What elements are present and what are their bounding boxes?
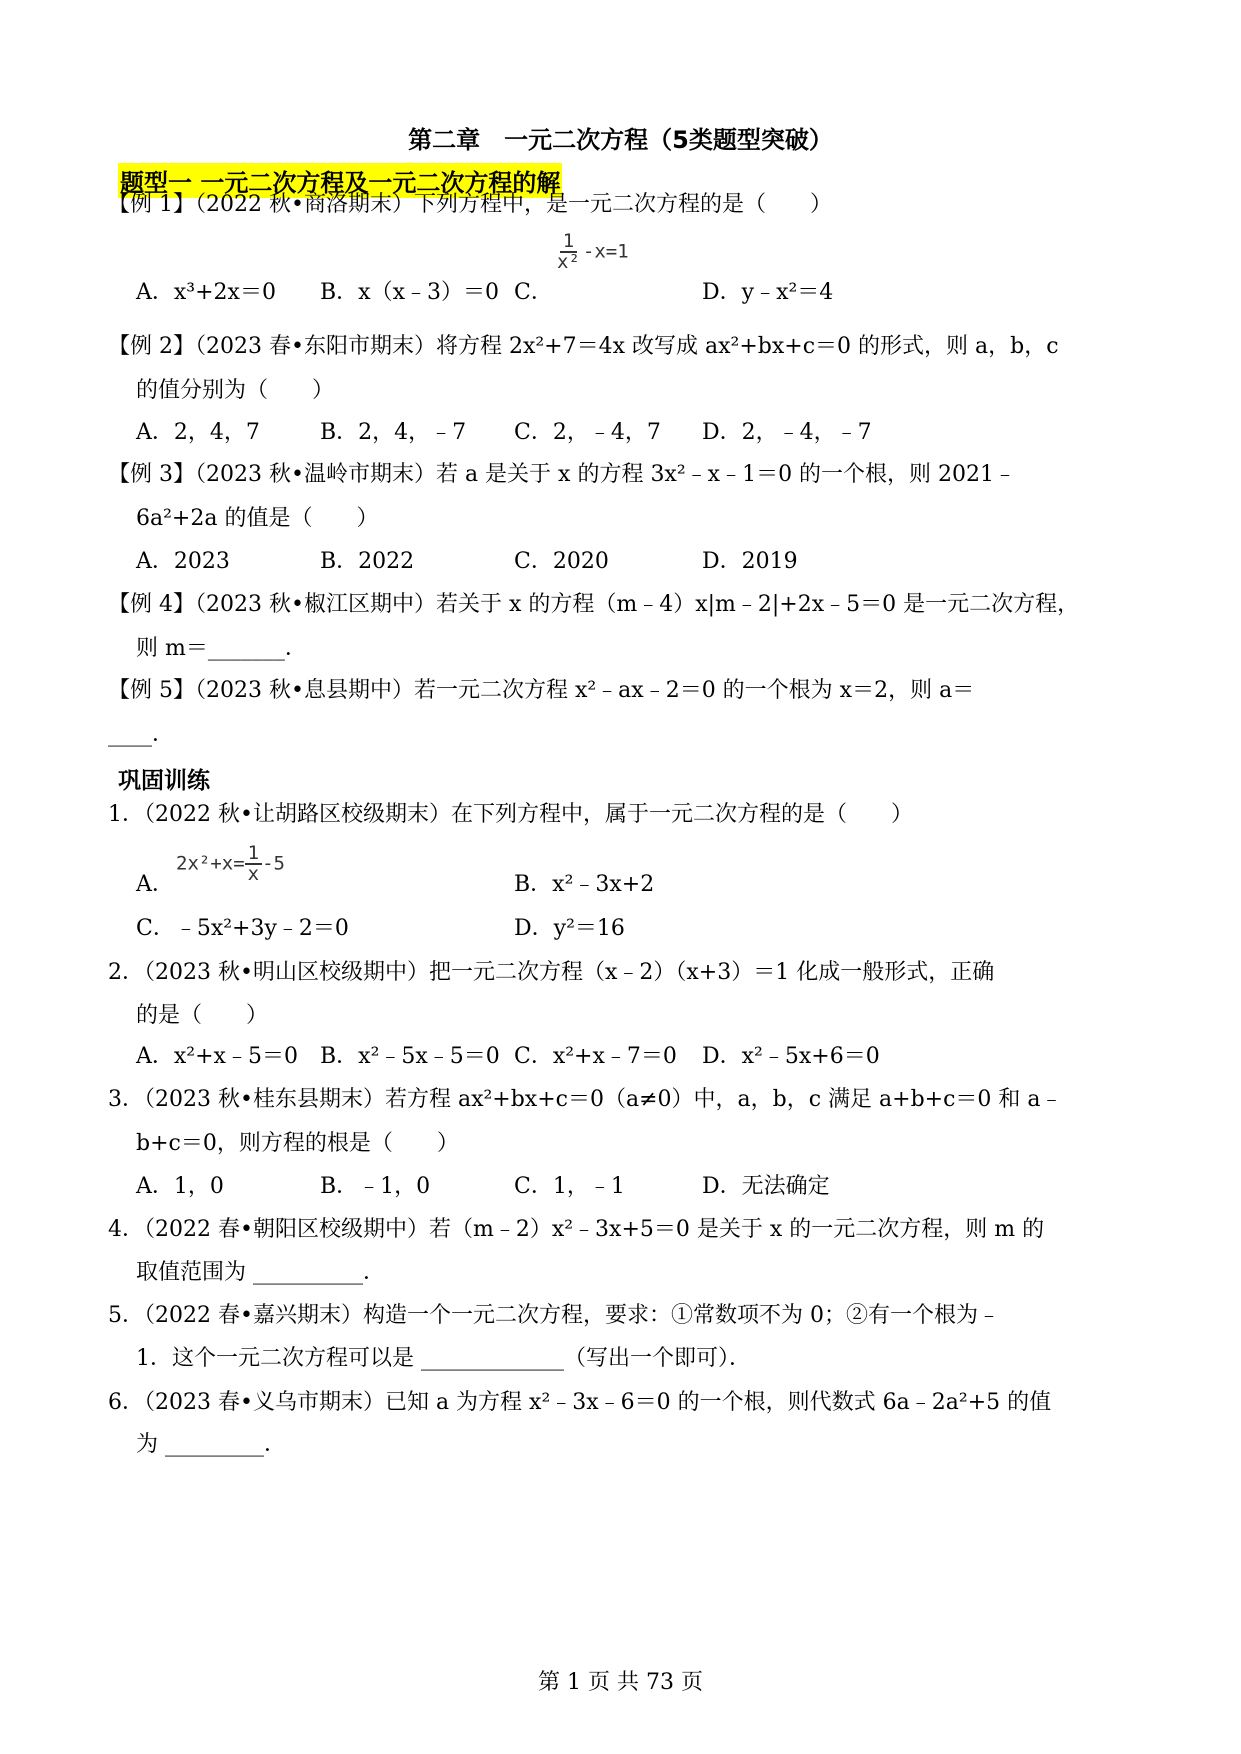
practice-5-line-2: 1．这个一元二次方程可以是 _____________（写出一个即可）． (136, 1346, 751, 1371)
example-4-line-2: 则 m＝_______． (136, 636, 307, 661)
practice-3-option-d: D．无法确定 (702, 1174, 830, 1199)
chapter-title: 第二章 一元二次方程（5类题型突破） (408, 126, 833, 154)
example-2-option-c: C．2，﹣4，7 (514, 420, 661, 445)
example-5-line-1: 【例 5】（2023 秋•息县期中）若一元二次方程 x²﹣ax﹣2＝0 的一个根为 x＝2，则 a＝ (108, 678, 975, 703)
practice-4-line-1: 4．（2022 春•朝阳区校级期中）若（m﹣2）x²﹣3x+5＝0 是关于 x 的一元二次方程，则 m 的 (108, 1217, 1045, 1242)
practice-3-line-2: b+c＝0，则方程的根是（ ） (136, 1131, 459, 1156)
practice-2-option-a: A．x²+x﹣5＝0 (136, 1044, 298, 1069)
practice-5-line-1: 5．（2022 春•嘉兴期末）构造一个一元二次方程，要求：①常数项不为 0；②有一个根为﹣ (108, 1303, 1000, 1328)
practice-4-line-2: 取值范围为 __________． (136, 1260, 385, 1285)
practice-2-line-1: 2．（2023 秋•明山区校级期中）把一元二次方程（x﹣2）（x+3）＝1 化成一般形式，正确 (108, 960, 995, 985)
fraction-denominator: x (247, 863, 260, 885)
practice-1-stem: 1．（2022 秋•让胡路区校级期末）在下列方程中，属于一元二次方程的是（ ） (108, 802, 913, 827)
practice-1-option-d: D．y²＝16 (514, 916, 625, 941)
example-1-option-d: D．y﹣x²＝4 (702, 280, 834, 305)
example-2-line-2: 的值分别为（ ） (136, 378, 335, 403)
practice-3-option-c: C．1，﹣1 (514, 1174, 625, 1199)
formula-rest: -x=1 (582, 240, 629, 263)
practice-6-line-1: 6．（2023 春•义乌市期末）已知 a 为方程 x²﹣3x﹣6＝0 的一个根，则代数式 6a﹣2a²+5 的值 (108, 1390, 1052, 1415)
fraction-numerator: 1 (560, 232, 577, 253)
practice-heading: 巩固训练 (118, 768, 210, 794)
practice-2-option-d: D．x²﹣5x+6＝0 (702, 1044, 880, 1069)
practice-2-option-c: C．x²+x﹣7＝0 (514, 1044, 677, 1069)
example-1-option-c: C． (514, 280, 553, 305)
example-1-option-b: B．x（x﹣3）＝0 (320, 280, 499, 305)
practice-2-option-b: B．x²﹣5x﹣5＝0 (320, 1044, 500, 1069)
example-3-option-d: D．2019 (702, 549, 798, 574)
section-heading-type-1: 题型一 一元二次方程及一元二次方程的解 (118, 163, 562, 198)
example-5-line-2: ____． (108, 722, 175, 747)
practice-1-option-b: B．x²﹣3x+2 (514, 872, 655, 897)
fraction (245, 844, 262, 884)
example-1-option-c-formula (554, 232, 629, 272)
practice-2-line-2: 的是（ ） (136, 1003, 269, 1028)
example-1-option-a: A．x³+2x＝0 (136, 280, 276, 305)
example-1-stem: 【例 1】（2022 秋•商洛期末）下列方程中，是一元二次方程的是（ ） (108, 192, 832, 217)
formula-pre: 2x²+x= (176, 852, 245, 875)
practice-1-option-c: C．﹣5x²+3y﹣2＝0 (136, 916, 349, 941)
practice-1-option-a: A． (136, 872, 174, 897)
practice-1-option-a-formula (176, 844, 285, 884)
example-3-option-c: C．2020 (514, 549, 609, 574)
practice-3-option-b: B．﹣1，0 (320, 1174, 431, 1199)
example-3-option-b: B．2022 (320, 549, 415, 574)
example-2-option-d: D．2，﹣4，﹣7 (702, 420, 872, 445)
page-footer: 第 1 页 共 73 页 (538, 1670, 703, 1695)
example-3-option-a: A．2023 (136, 549, 230, 574)
example-3-line-2: 6a²+2a 的值是（ ） (136, 506, 379, 531)
fraction-numerator: 1 (245, 844, 262, 865)
fraction-denominator: x² (557, 251, 580, 273)
fraction (554, 232, 583, 272)
example-3-line-1: 【例 3】（2023 秋•温岭市期末）若 a 是关于 x 的方程 3x²﹣x﹣1＝0 的一个根，则 2021﹣ (108, 462, 1017, 487)
example-4-line-1: 【例 4】（2023 秋•椒江区期中）若关于 x 的方程（m﹣4）x|m﹣2|+2x﹣5＝0 是一元二次方程， (108, 592, 1080, 617)
practice-6-line-2: 为 _________． (136, 1432, 286, 1457)
practice-3-line-1: 3．（2023 秋•桂东县期末）若方程 ax²+bx+c＝0（a≠0）中，a，b，c 满足 a+b+c＝0 和 a﹣ (108, 1087, 1063, 1112)
formula-post: -5 (262, 852, 285, 875)
example-2-option-b: B．2，4，﹣7 (320, 420, 467, 445)
example-2-option-a: A．2，4，7 (136, 420, 260, 445)
practice-3-option-a: A．1，0 (136, 1174, 224, 1199)
example-2-line-1: 【例 2】（2023 春•东阳市期末）将方程 2x²+7＝4x 改写成 ax²+bx+c＝0 的形式，则 a，b，c (108, 334, 1059, 359)
